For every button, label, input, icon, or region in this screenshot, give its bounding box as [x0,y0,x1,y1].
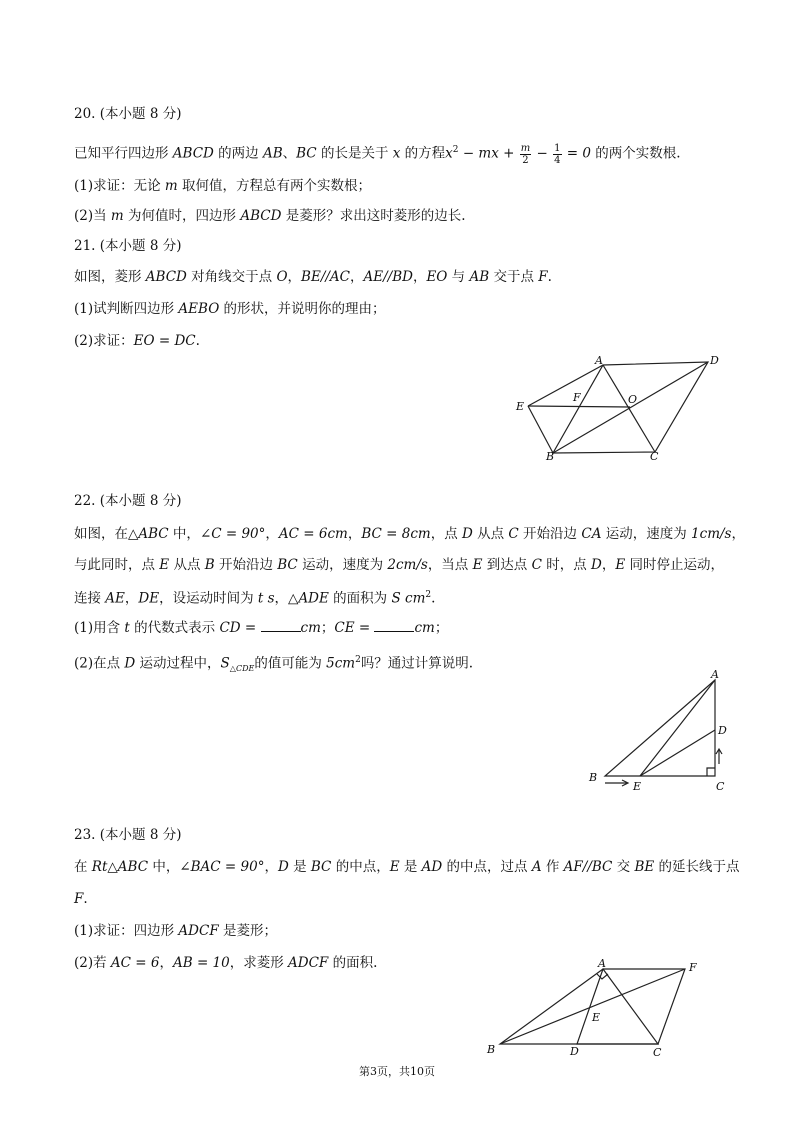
segment-eo [528,406,630,407]
q23-part2: (2)若 AC = 6，AB = 10，求菱形 ADCF 的面积. [74,955,378,971]
label-b: B [546,450,555,463]
label-d: D [710,354,719,367]
label-c: C [650,450,659,463]
segment-be [528,406,553,453]
q21-rhombus-figure [510,352,730,467]
q22-part2: (2)在点 D 运动过程中，$S_{\triangle CDE}$的值可能为 $5cm^2$吗？通过计算说明. [74,655,474,674]
segment-de [640,730,715,776]
q23-stem-line1: 在 Rt△ABC 中，∠BAC = 90°，D 是 BC 的中点，E 是 AD 的中点，过点 A 作 AF//BC 交 BE 的延长线于点 [74,859,740,875]
page-footer: 第3页，共10页 [359,1065,435,1078]
q20-part2: (2)当 m 为何值时，四边形 ABCD 是菱形？求出这时菱形的边长. [74,208,466,224]
q22-header: 22. (本小题 8 分) [74,493,182,509]
q22-stem-line3: 连接 AE，DE，设运动时间为 t s，△ADE 的面积为 S $cm^2$. [74,590,436,607]
label-b: B [589,771,598,784]
answer-blank-cd[interactable] [261,619,301,632]
segment-bf [500,969,685,1044]
q23-header: 23. (本小题 8 分) [74,827,182,843]
fraction-m-over-2: $\frac{m}{2}$ [520,142,531,166]
q21-header: 21. (本小题 8 分) [74,238,182,254]
q22-triangle-figure [585,668,735,793]
q20-part1: (1)求证：无论 m 取何值，方程总有两个实数根； [74,178,372,194]
label-f: F [689,961,697,974]
label-e: E [633,780,642,793]
q23-rhombus-figure [480,955,710,1065]
q22-part1: (1)用含 t 的代数式表示 CD = cm；CE = cm； [74,620,449,636]
triangle-abc [605,680,715,776]
q21-part2: (2)求证：EO = DC. [74,333,200,349]
q23-stem-line2: F. [74,891,88,907]
answer-blank-ce[interactable] [374,619,414,632]
q21-part1: (1)试判断四边形 AEBO 的形状，并说明你的理由； [74,301,386,317]
segment-bd [553,362,708,453]
label-b: B [487,1043,496,1056]
q23-part1: (1)求证：四边形 ADCF 是菱形； [74,923,277,939]
q22-stem-line1: 如图，在△ABC 中，∠C = 90°，AC = 6cm，BC = 8cm，点 D 从点 C 开始沿边 CA 运动，速度为 1cm/s， [74,526,745,542]
label-f: F [573,391,581,404]
q20-stem: 已知平行四边形 ABCD 的两边 AB、BC 的长是关于 x 的方程$x^2$ − mx + $\frac{m}{2}$ − $\frac{1}{4}$ = 0 的两个实数根. [74,142,681,166]
right-angle-mark [707,768,715,776]
label-c: C [653,1046,662,1059]
right-angle-mark [597,974,608,979]
q21-stem: 如图，菱形 ABCD 对角线交于点 O，BE//AC，AE//BD，EO 与 AB 交于点 F. [74,269,552,285]
label-c: C [716,780,725,793]
label-a: A [598,957,606,970]
triangle-abc [500,969,658,1044]
label-e: E [592,1011,601,1024]
q22-stem-line2: 与此同时，点 E 从点 B 开始沿边 BC 运动，速度为 2cm/s，当点 E 到达点 C 时，点 D，E 同时停止运动， [74,557,724,573]
q20-header: 20. (本小题 8 分) [74,106,182,122]
label-d: D [718,724,727,737]
label-d: D [570,1045,579,1058]
segment-ae [640,680,715,776]
label-a: A [595,354,603,367]
fraction-1-over-4: $\frac{1}{4}$ [554,142,561,166]
label-a: A [711,668,719,681]
label-o: O [628,393,638,406]
label-e: E [516,400,525,413]
